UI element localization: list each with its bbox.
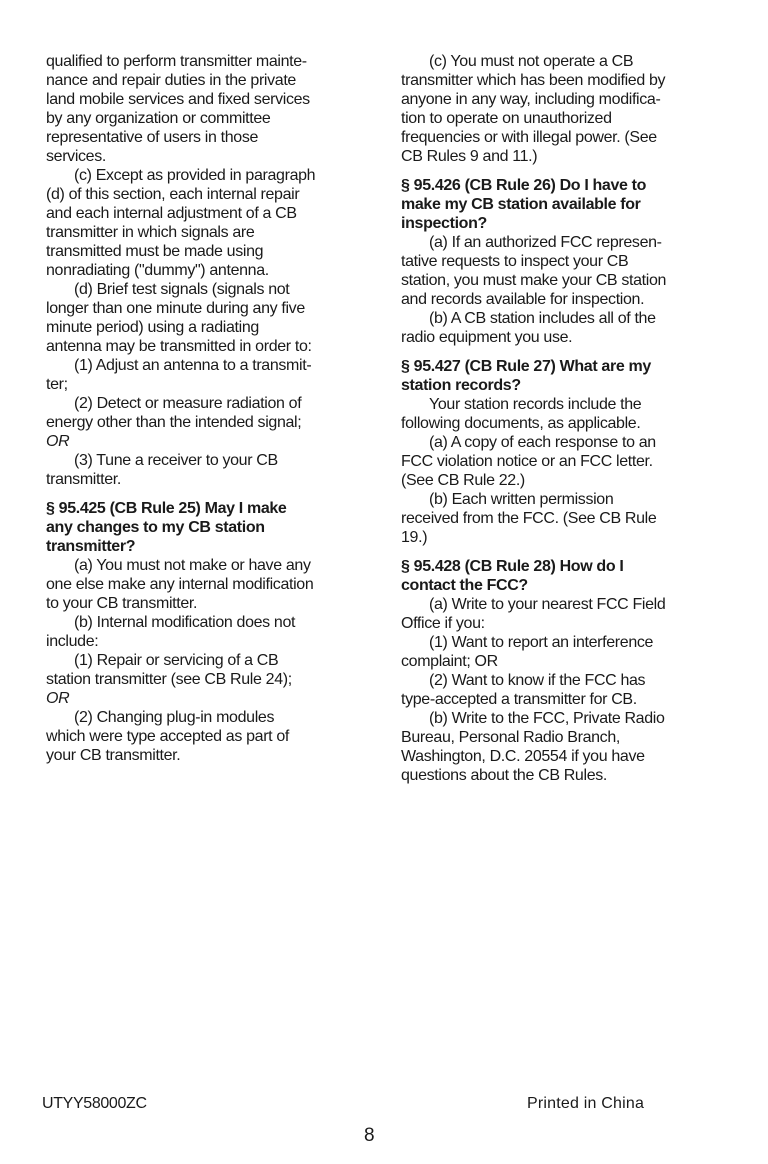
section-heading-line: § 95.428 (CB Rule 28) How do I bbox=[401, 558, 624, 575]
text-line: (1) Repair or servicing of a CB bbox=[74, 652, 279, 669]
text-line: anyone in any way, including modifica- bbox=[401, 91, 661, 108]
text-line: (b) Each written permission bbox=[429, 491, 614, 508]
text-line: (b) Write to the FCC, Private Radio bbox=[429, 710, 665, 727]
text-line: qualified to perform transmitter mainte- bbox=[46, 53, 307, 70]
text-line: one else make any internal modification bbox=[46, 576, 314, 593]
text-line: OR bbox=[46, 690, 70, 707]
paragraph-gap bbox=[401, 166, 721, 176]
text-line: by any organization or committee bbox=[46, 110, 271, 127]
text-line: (b) Internal modification does not bbox=[74, 614, 296, 631]
text-line: Washington, D.C. 20554 if you have bbox=[401, 748, 645, 765]
text-line: (See CB Rule 22.) bbox=[401, 472, 525, 489]
section-heading-line: § 95.426 (CB Rule 26) Do I have to bbox=[401, 177, 647, 194]
text-line: (d) Brief test signals (signals not bbox=[74, 281, 290, 298]
text-line: (a) Write to your nearest FCC Field bbox=[429, 596, 666, 613]
text-line: type-accepted a transmitter for CB. bbox=[401, 691, 637, 708]
text-line: radio equipment you use. bbox=[401, 329, 573, 346]
text-line: 19.) bbox=[401, 529, 428, 546]
text-line: representative of users in those bbox=[46, 129, 259, 146]
text-line: (3) Tune a receiver to your CB bbox=[74, 452, 278, 469]
text-line: land mobile services and fixed services bbox=[46, 91, 310, 108]
text-line: tative requests to inspect your CB bbox=[401, 253, 629, 270]
text-line: (b) A CB station includes all of the bbox=[429, 310, 656, 327]
text-line: your CB transmitter. bbox=[46, 747, 181, 764]
text-line: minute period) using a radiating bbox=[46, 319, 259, 336]
text-line: antenna may be transmitted in order to: bbox=[46, 338, 312, 355]
text-line: (c) You must not operate a CB bbox=[429, 53, 634, 70]
text-line: and records available for inspection. bbox=[401, 291, 645, 308]
text-line: (d) of this section, each internal repair bbox=[46, 186, 300, 203]
text-line: (a) If an authorized FCC represen- bbox=[429, 234, 662, 251]
text-line: Office if you: bbox=[401, 615, 485, 632]
text-line: complaint; OR bbox=[401, 653, 498, 670]
text-line: FCC violation notice or an FCC letter. bbox=[401, 453, 653, 470]
text-line: station transmitter (see CB Rule 24); bbox=[46, 671, 292, 688]
paragraph-gap bbox=[46, 489, 364, 499]
section-heading-line: inspection? bbox=[401, 215, 487, 232]
text-line: questions about the CB Rules. bbox=[401, 767, 607, 784]
right-column bbox=[401, 52, 721, 785]
text-line: (1) Want to report an interference bbox=[429, 634, 654, 651]
text-line: OR bbox=[46, 433, 70, 450]
section-heading-line: make my CB station available for bbox=[401, 196, 641, 213]
text-line: services. bbox=[46, 148, 106, 165]
text-line: which were type accepted as part of bbox=[46, 728, 290, 745]
text-line: Bureau, Personal Radio Branch, bbox=[401, 729, 620, 746]
text-line: and each internal adjustment of a CB bbox=[46, 205, 297, 222]
text-line: include: bbox=[46, 633, 99, 650]
text-line: tion to operate on unauthorized bbox=[401, 110, 612, 127]
paragraph-gap bbox=[401, 547, 721, 557]
text-line: (2) Changing plug-in modules bbox=[74, 709, 275, 726]
paragraph-gap bbox=[401, 347, 721, 357]
model-code: UTYY58000ZC bbox=[42, 1095, 147, 1112]
text-line: nance and repair duties in the private bbox=[46, 72, 296, 89]
left-column bbox=[46, 52, 364, 765]
section-heading-line: station records? bbox=[401, 377, 521, 394]
text-line: following documents, as applicable. bbox=[401, 415, 641, 432]
text-line: to your CB transmitter. bbox=[46, 595, 198, 612]
section-heading-line: any changes to my CB station bbox=[46, 519, 265, 536]
text-line: (1) Adjust an antenna to a transmit- bbox=[74, 357, 312, 374]
text-line: ter; bbox=[46, 376, 68, 393]
page-number: 8 bbox=[364, 1125, 375, 1146]
printed-in-label: Printed in China bbox=[527, 1095, 645, 1112]
text-line: longer than one minute during any five bbox=[46, 300, 305, 317]
text-line: transmitter in which signals are bbox=[46, 224, 255, 241]
text-line: (2) Want to know if the FCC has bbox=[429, 672, 646, 689]
section-heading-line: § 95.425 (CB Rule 25) May I make bbox=[46, 500, 287, 517]
text-line: (a) A copy of each response to an bbox=[429, 434, 656, 451]
text-line: (2) Detect or measure radiation of bbox=[74, 395, 302, 412]
section-heading-line: § 95.427 (CB Rule 27) What are my bbox=[401, 358, 651, 375]
text-line: transmitted must be made using bbox=[46, 243, 264, 260]
text-line: energy other than the intended signal; bbox=[46, 414, 302, 431]
text-line: frequencies or with illegal power. (See bbox=[401, 129, 657, 146]
section-heading-line: contact the FCC? bbox=[401, 577, 528, 594]
text-line: (c) Except as provided in paragraph bbox=[74, 167, 316, 184]
section-heading-line: transmitter? bbox=[46, 538, 136, 555]
text-line: transmitter which has been modified by bbox=[401, 72, 666, 89]
text-line: nonradiating ("dummy") antenna. bbox=[46, 262, 269, 279]
text-line: transmitter. bbox=[46, 471, 121, 488]
text-line: station, you must make your CB station bbox=[401, 272, 667, 289]
text-line: received from the FCC. (See CB Rule bbox=[401, 510, 657, 527]
text-line: (a) You must not make or have any bbox=[74, 557, 311, 574]
text-line: CB Rules 9 and 11.) bbox=[401, 148, 538, 165]
text-line: Your station records include the bbox=[429, 396, 642, 413]
